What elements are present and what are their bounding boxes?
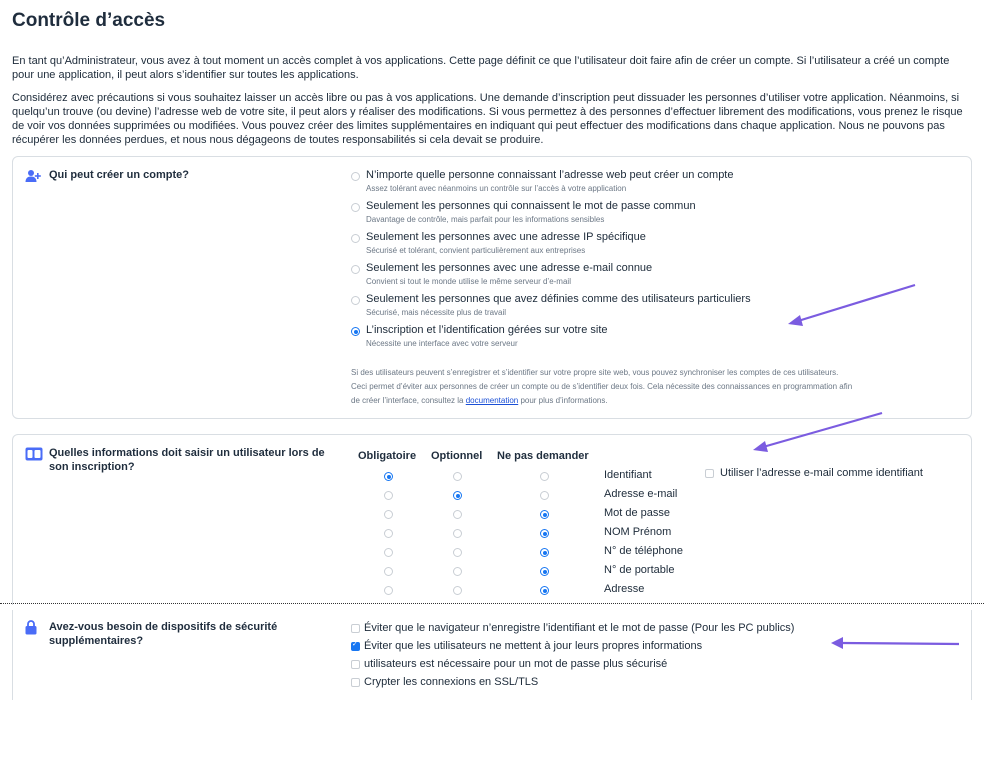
account-option-description: Sécurisé et tolérant, convient particulièrement aux entreprises bbox=[366, 246, 586, 255]
security-option-label: Éviter que le navigateur n’enregistre l’identifiant et le mot de passe (Pour les PC publics) bbox=[364, 622, 795, 634]
documentation-link[interactable]: documentation bbox=[465, 396, 519, 405]
account-option-description: Convient si tout le monde utilise le même serveur d’e-mail bbox=[366, 277, 571, 286]
field-label: N° de téléphone bbox=[604, 545, 684, 557]
account-option-label: N’importe quelle personne connaissant l’adresse web peut créer un compte bbox=[366, 169, 734, 181]
annotation-arrow-1 bbox=[788, 285, 915, 326]
security-option-label: utilisateurs est nécessaire pour un mot de passe plus sécurisé bbox=[364, 658, 668, 670]
account-option-description: Davantage de contrôle, mais parfait pour les informations sensibles bbox=[366, 215, 605, 224]
annotation-arrow-2 bbox=[753, 413, 882, 452]
column-do-not-ask: Ne pas demander bbox=[497, 450, 589, 462]
column-required: Obligatoire bbox=[358, 450, 417, 462]
field-label: N° de portable bbox=[604, 564, 675, 576]
field-label: Mot de passe bbox=[604, 507, 671, 519]
field-label: NOM Prénom bbox=[604, 526, 672, 538]
page-title: Contrôle d’accès bbox=[12, 10, 166, 31]
email-as-id-label: Utiliser l’adresse e-mail comme identifiant bbox=[720, 467, 923, 479]
account-option-description: Sécurisé, mais nécessite plus de travail bbox=[366, 308, 507, 317]
field-label: Adresse bbox=[604, 583, 645, 595]
security-section-title: Avez-vous besoin de dispositifs de sécurité supplémentaires? bbox=[49, 621, 278, 647]
account-option-label: Seulement les personnes avec une adresse e-mail connue bbox=[366, 262, 653, 274]
security-option-label: Crypter les connexions en SSL/TLS bbox=[364, 676, 539, 688]
account-option-label: Seulement les personnes qui connaissent le mot de passe commun bbox=[366, 200, 696, 212]
account-option-label: Seulement les personnes avec une adresse IP spécifique bbox=[366, 231, 646, 243]
security-option-label: Éviter que les utilisateurs ne mettent à jour leurs propres informations bbox=[364, 640, 703, 652]
account-option-description: Assez tolérant avec néanmoins un contrôle sur l’accès à votre application bbox=[366, 184, 627, 193]
intro-paragraph-1: En tant qu’Administrateur, vous avez à tout moment un accès complet à vos applications. Cette page définit ce que l’utilisateur doit faire afin de créer un compte. Si l’utilisateur a créé un compte pour une application, il peut alors s’identifier sur toutes les applications. bbox=[12, 55, 950, 81]
annotation-arrow-3 bbox=[831, 637, 959, 649]
column-optional: Optionnel bbox=[431, 450, 483, 462]
account-section-title: Qui peut créer un compte? bbox=[49, 169, 189, 181]
account-option-label: L’inscription et l’identification gérées sur votre site bbox=[366, 324, 608, 336]
field-label: Adresse e-mail bbox=[604, 488, 678, 500]
account-option-label: Seulement les personnes que avez définies comme des utilisateurs particuliers bbox=[366, 293, 751, 305]
info-section-title: Quelles informations doit saisir un utilisateur lors de son inscription? bbox=[49, 447, 325, 473]
field-label: Identifiant bbox=[604, 469, 652, 481]
account-option-description: Nécessite une interface avec votre serveur bbox=[366, 339, 518, 348]
intro-paragraph-2: Considérez avec précautions si vous souhaitez laisser un accès libre ou pas à vos applications. Une demande d’inscription peut dissuader les personnes d’utiliser votre application. Néanmoins, si quelqu’un trouve (ou devine) l’adresse web de votre site, il peut alors y réaliser des modifications. Si vous permettez à des personnes d’effectuer librement des modifications, vous prenez le risque de voir vos données supprimées ou modifiées. Vous pouvez créer des limites supplémentaires en indiquant qui peut effectuer des modifications dans chaque application. Nous ne pouvons pas récupérer les données perdues, et nous nous dégageons de toutes responsabilités si cela devait se produire. bbox=[12, 92, 963, 146]
sync-note: Si des utilisateurs peuvent s’enregistrer et s’identifier sur votre propre site web, vous pouvez synchroniser les comptes de ces utilisateurs. Ceci permet d’éviter aux personnes de créer un compte ou de s’identifier deux fois. Cela nécessite des connaissances en programmation afin de créer l’interface, consultez la documentation pour plus d’informations. bbox=[351, 368, 853, 405]
